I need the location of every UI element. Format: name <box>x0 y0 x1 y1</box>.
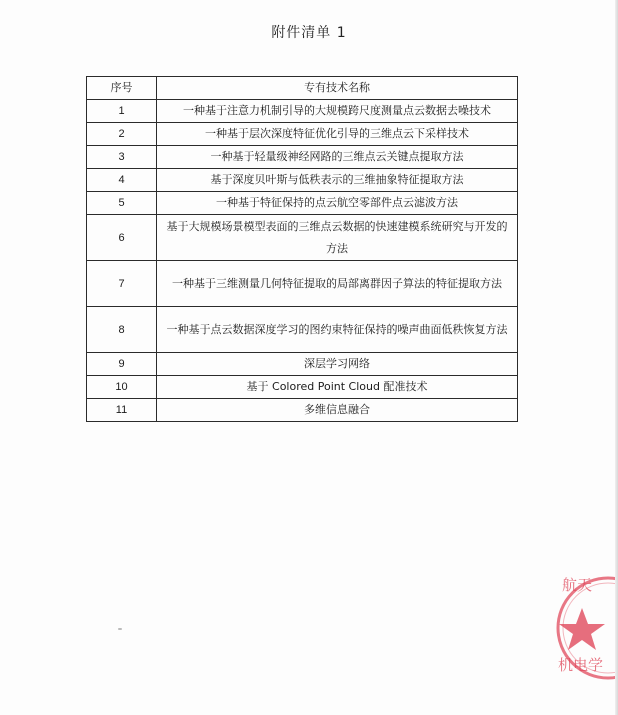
row-index-cell: 1 <box>87 100 157 123</box>
row-name-cell: 一种基于三维测量几何特征提取的局部离群因子算法的特征提取方法 <box>157 261 518 307</box>
row-index-cell: 5 <box>87 192 157 215</box>
row-name-cell: 一种基于注意力机制引导的大规模跨尺度测量点云数据去噪技术 <box>157 100 518 123</box>
row-name-cell: 一种基于层次深度特征优化引导的三维点云下采样技术 <box>157 123 518 146</box>
table-row <box>87 307 518 353</box>
row-name-cell: 一种基于轻量级神经网路的三维点云关键点提取方法 <box>157 146 518 169</box>
row-name-cell: 深层学习网络 <box>157 353 518 376</box>
row-index-cell: 2 <box>87 123 157 146</box>
table-row <box>87 376 518 399</box>
table-row <box>87 353 518 376</box>
row-name-cell: 一种基于点云数据深度学习的图约束特征保持的噪声曲面低秩恢复方法 <box>157 307 518 353</box>
table-row <box>87 192 518 215</box>
row-index-cell: 8 <box>87 307 157 353</box>
table-body <box>87 100 518 422</box>
row-name-cell: 多维信息融合 <box>157 399 518 422</box>
table-row <box>87 146 518 169</box>
table-row <box>87 100 518 123</box>
table-row <box>87 123 518 146</box>
row-index-cell: 4 <box>87 169 157 192</box>
column-header-index: 序号 <box>87 77 157 100</box>
row-name-cell: 基于 Colored Point Cloud 配准技术 <box>157 376 518 399</box>
row-index-cell: 3 <box>87 146 157 169</box>
table-row <box>87 169 518 192</box>
row-index-cell: 6 <box>87 215 157 261</box>
scan-speck <box>118 628 122 630</box>
technology-list-table <box>86 76 518 422</box>
row-index-cell: 7 <box>87 261 157 307</box>
row-name-cell: 基于大规模场景模型表面的三维点云数据的快速建模系统研究与开发的方法 <box>157 215 518 261</box>
seal-text-bottom: 机电学 <box>558 656 604 674</box>
row-name-cell: 基于深度贝叶斯与低秩表示的三维抽象特征提取方法 <box>157 169 518 192</box>
column-header-name: 专有技术名称 <box>157 77 518 100</box>
row-index-cell: 11 <box>87 399 157 422</box>
table-row <box>87 261 518 307</box>
official-seal-stamp <box>550 568 618 688</box>
row-index-cell: 10 <box>87 376 157 399</box>
table-row <box>87 215 518 261</box>
row-name-cell: 一种基于特征保持的点云航空零部件点云滤波方法 <box>157 192 518 215</box>
table-row <box>87 399 518 422</box>
table-header-row <box>87 77 518 100</box>
page-title: 附件清单 1 <box>271 25 347 41</box>
row-index-cell: 9 <box>87 353 157 376</box>
seal-text-top: 航天 <box>562 576 593 594</box>
